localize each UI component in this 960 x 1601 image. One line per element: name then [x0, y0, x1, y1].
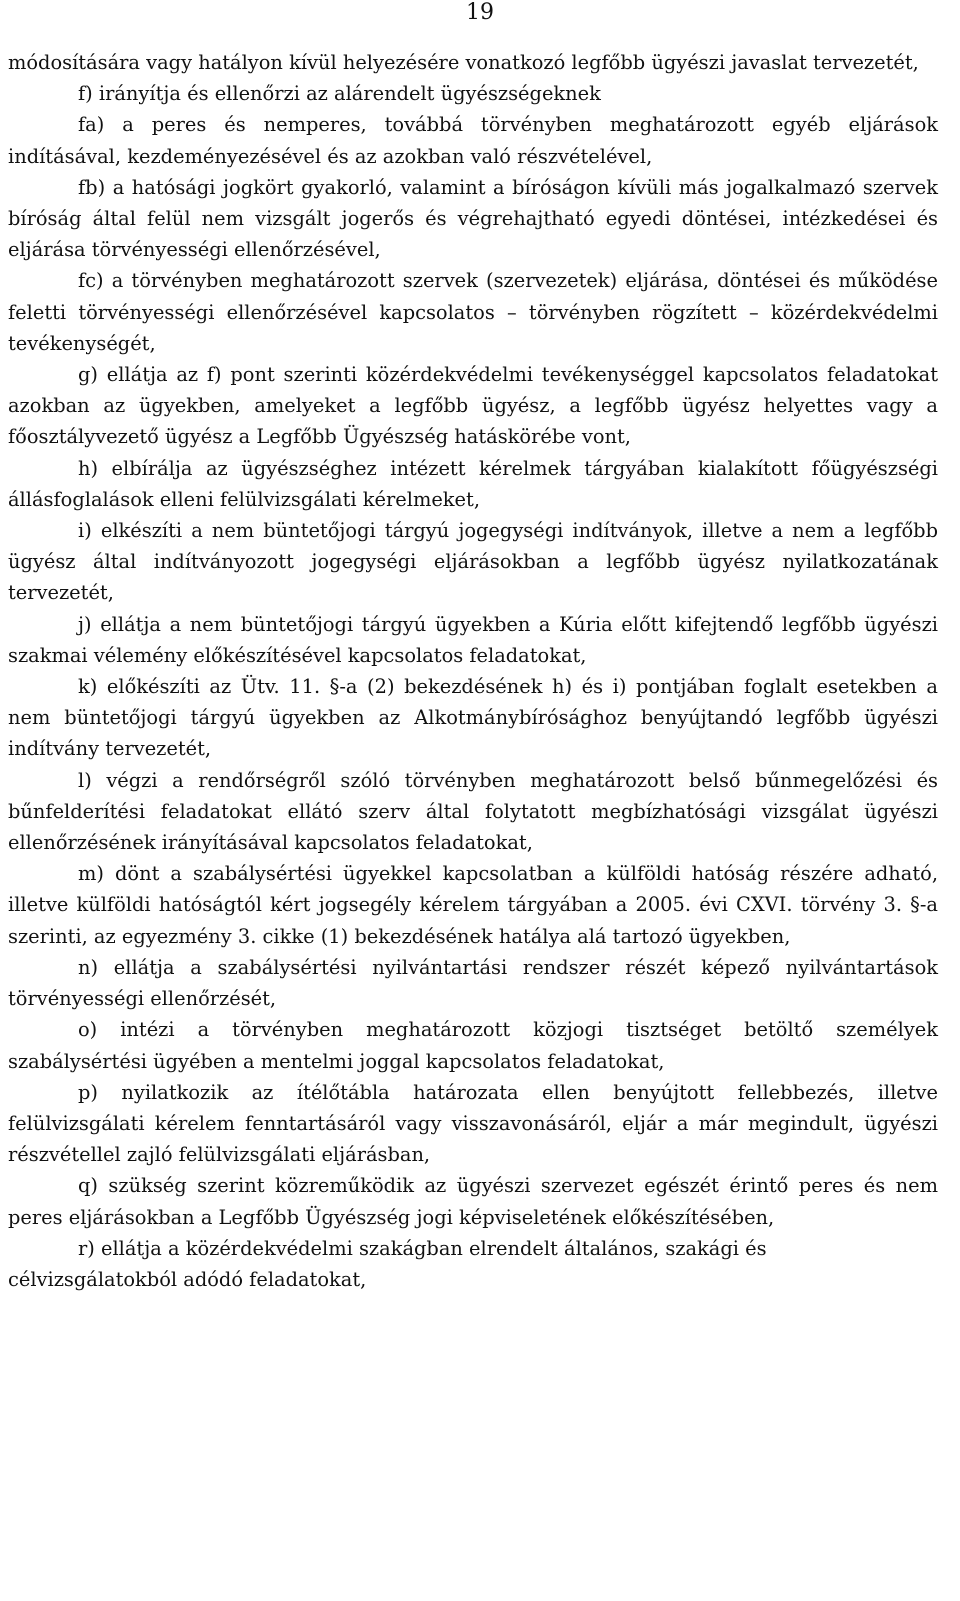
list-item-r: r) ellátja a közérdekvédelmi szakágban elrendelt általános, szakági és célvizsgálatokból adódó feladatokat, — [8, 1236, 767, 1291]
paragraph-continuation: módosítására vagy hatályon kívül helyezésére vonatkozó legfőbb ügyészi javaslat tervezetét, — [8, 51, 919, 74]
list-item-n: n) ellátja a szabálysértési nyilvántartási rendszer részét képező nyilvántartások törvényességi ellenőrzését, — [8, 955, 938, 1011]
list-item-i: i) elkészíti a nem büntetőjogi tárgyú jogegységi indítványok, illetve a nem a legfőbb ügyész által indítványozott jogegységi eljárásokban a legfőbb ügyész nyilatkozatának tervezetét, — [8, 519, 938, 605]
list-item-l: l) végzi a rendőrségről szóló törvényben meghatározott belső bűnmegelőzési és bűnfelderítési feladatokat ellátó szerv által folytatott megbízhatósági vizsgálat ügyészi ellenőrzésének irányításával kapcsolatos feladatokat, — [8, 768, 938, 855]
list-item-p: p) nyilatkozik az ítélőtábla határozata ellen benyújtott fellebbezés, illetve felülvizsgálati kérelem fenntartásáról vagy visszavonásáról, eljár a már megindult, ügyészi részvétellel zajló felülvizsgálati eljárásban, — [8, 1080, 938, 1167]
list-item-fc: fc) a törvényben meghatározott szervek (szervezetek) eljárása, döntései és működése feletti törvényességi ellenőrzésével kapcsolatos – törvényben rögzített – közérdekvédelmi tevékenységét, — [8, 269, 938, 355]
list-item-f: f) irányítja és ellenőrzi az alárendelt ügyészségeknek — [78, 82, 601, 106]
list-item-q: q) szükség szerint közreműködik az ügyészi szervezet egészét érintő peres és nem peres eljárásokban a Legfőbb Ügyészség jogi képviseletének előkészítésében, — [8, 1174, 938, 1229]
list-item-g: g) ellátja az f) pont szerinti közérdekvédelmi tevékenységgel kapcsolatos feladatokat azokban az ügyekben, amelyeket a legfőbb ügyész, a legfőbb ügyész helyettes vagy a főosztályvezető ügyész a Legfőbb Ügyészség hatáskörébe vont, — [8, 363, 938, 449]
list-item-o: o) intézi a törvényben meghatározott közjogi tisztséget betöltő személyek szabálysértési ügyében a mentelmi joggal kapcsolatos feladatokat, — [8, 1018, 938, 1073]
list-item-j: j) ellátja a nem büntetőjogi tárgyú ügyekben a Kúria előtt kifejtendő legfőbb ügyészi szakmai vélemény előkészítésével kapcsolatos feladatokat, — [8, 612, 938, 667]
list-item-h: h) elbírálja az ügyészséghez intézett kérelmek tárgyában kialakított főügyészségi állásfoglalások elleni felülvizsgálati kérelmeket, — [8, 456, 938, 511]
page-number: 19 — [466, 0, 494, 25]
list-item-m: m) dönt a szabálysértési ügyekkel kapcsolatban a külföldi hatóság részére adható, illetve külföldi hatóságtól kért jogsegély kérelem tárgyában a 2005. évi CXVI. törvény 3. §-a szerinti, az egyezmény 3. cikke (1) bekezdésének hatálya alá tartozó ügyekben, — [8, 862, 938, 948]
list-item-fa: fa) a peres és nemperes, továbbá törvényben meghatározott egyéb eljárások indításával, kezdeményezésével és az azokban való részvételével, — [8, 113, 938, 168]
list-item-fb: fb) a hatósági jogkört gyakorló, valamint a bíróságon kívüli más jogalkalmazó szervek bíróság által felül nem vizsgált jogerős és végrehajtható egyedi döntései, intézkedései és eljárása törvényességi ellenőrzésével, — [8, 175, 938, 262]
list-item-k: k) előkészíti az Ütv. 11. §-a (2) bekezdésének h) és i) pontjában foglalt esetekben a nem büntetőjogi tárgyú ügyekben az Alkotmánybírósághoz benyújtandó legfőbb ügyészi indítvány tervezetét, — [8, 675, 938, 761]
document-body — [8, 47, 938, 1295]
